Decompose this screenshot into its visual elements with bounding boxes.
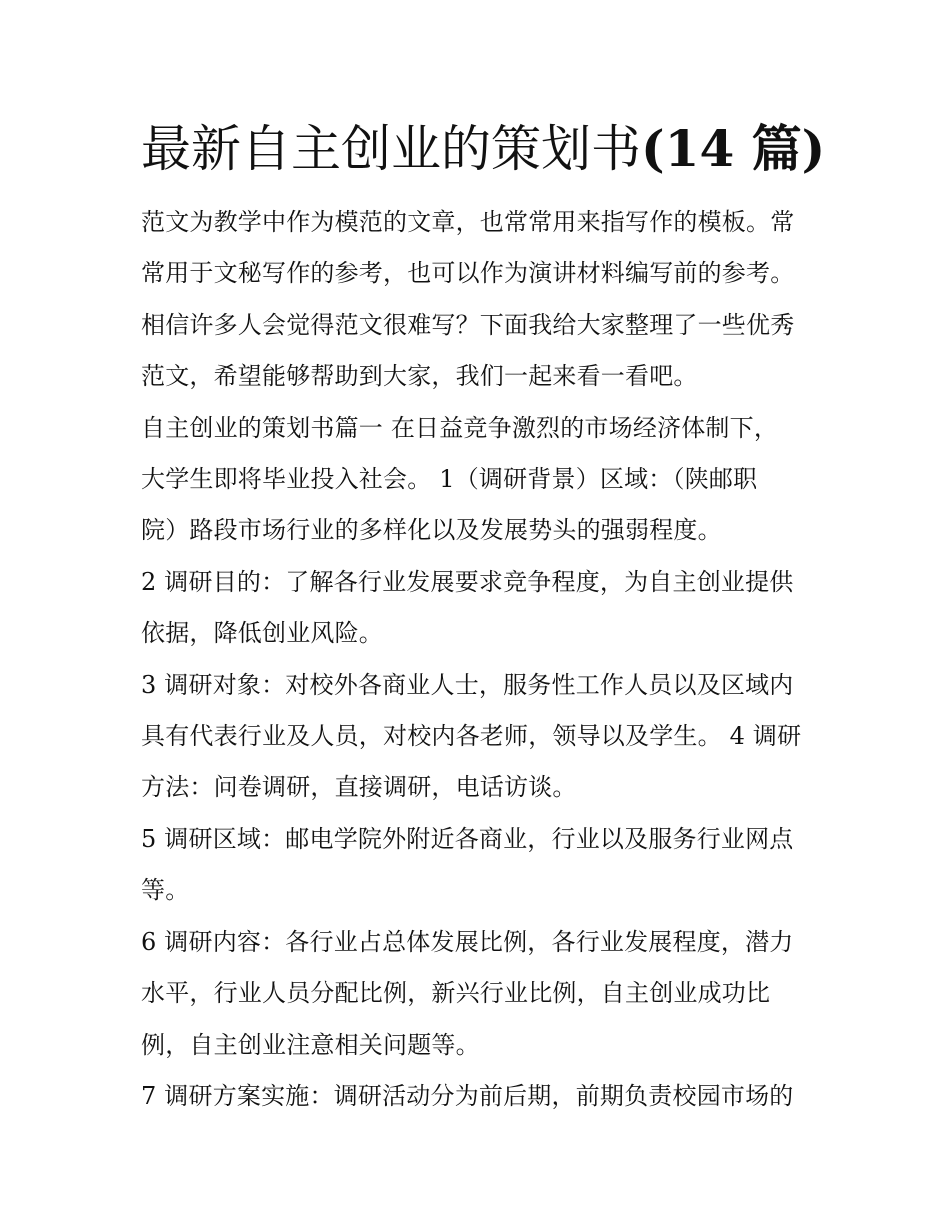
text-line: 方法：问卷调研，直接调研，电话访谈。 [141, 773, 577, 802]
document-title [141, 118, 826, 180]
document-body [141, 197, 821, 1122]
text-line: 例，自主创业注意相关问题等。 [141, 1030, 480, 1059]
text-line: 范文为教学中作为模范的文章，也常常用来指写作的模板。常 [141, 208, 795, 236]
text-line: 5 调研区域：邮电学院外附近各商业，行业以及服务行业网点 [141, 824, 794, 853]
text-line: 2 调研目的：了解各行业发展要求竞争程度，为自主创业提供 [141, 567, 794, 596]
text-line: 6 调研内容：各行业占总体发展比例，各行业发展程度，潜力 [141, 927, 794, 956]
text-line: 常用于文秘写作的参考，也可以作为演讲材料编写前的参考。 [141, 259, 795, 288]
text-line: 相信许多人会觉得范文很难写？下面我给大家整理了一些优秀 [141, 310, 795, 339]
text-line: 范文，希望能够帮助到大家，我们一起来看一看吧。 [141, 362, 698, 391]
document-content [141, 118, 826, 1122]
text-line: 7 调研方案实施：调研活动分为前后期，前期负责校园市场的 [141, 1081, 794, 1110]
text-line: 自主创业的策划书篇一 在日益竞争激烈的市场经济体制下， [141, 413, 779, 442]
text-line: 依据，降低创业风险。 [141, 619, 383, 648]
title-main: 最新自主创业的策划书 [141, 120, 641, 178]
text-line: 院）路段市场行业的多样化以及发展势头的强弱程度。 [141, 516, 722, 545]
title-suffix: (14 篇) [641, 119, 826, 178]
text-line: 等。 [141, 876, 190, 905]
text-line: 3 调研对象：对校外各商业人士，服务性工作人员以及区域内 [141, 670, 794, 699]
text-line: 具有代表行业及人员，对校内各老师，领导以及学生。 4 调研 [141, 722, 802, 751]
text-line: 水平，行业人员分配比例，新兴行业比例，自主创业成功比 [141, 979, 771, 1008]
text-line: 大学生即将毕业投入社会。 1（调研背景）区域：（陕邮职 [141, 465, 758, 494]
